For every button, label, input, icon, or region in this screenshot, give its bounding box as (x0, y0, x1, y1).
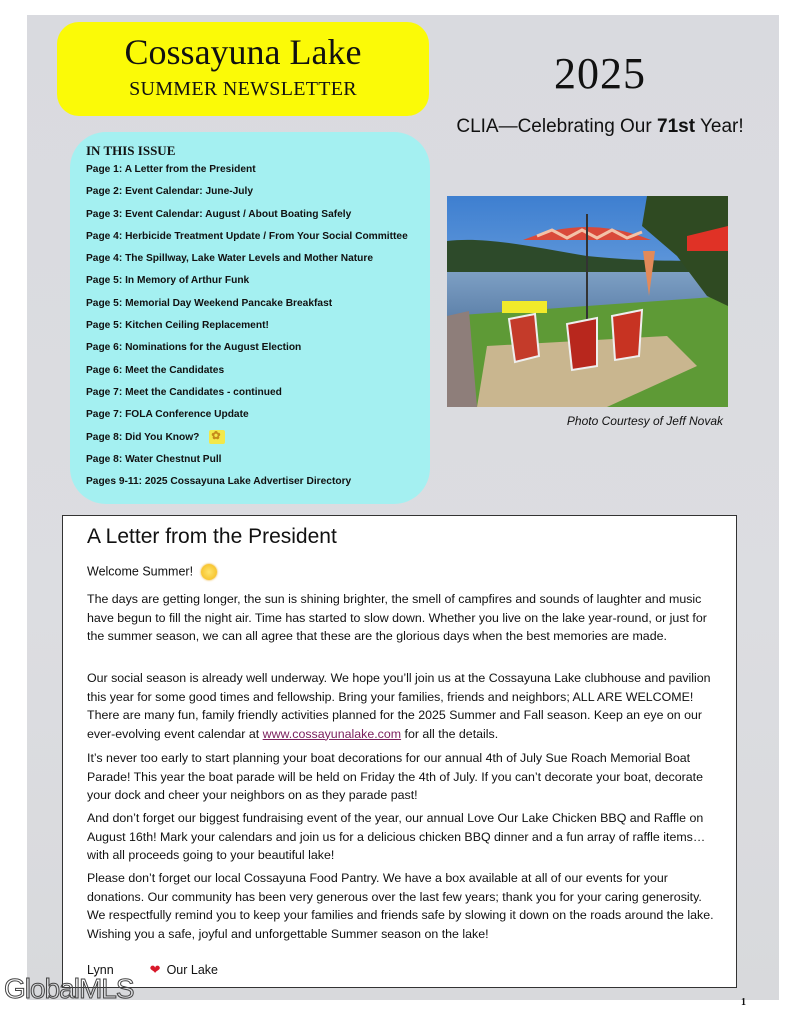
heart-icon: ❤ (149, 962, 161, 977)
sun-icon (201, 564, 217, 580)
toc-item (86, 273, 408, 295)
president-letter (62, 515, 737, 988)
toc-item (86, 184, 408, 206)
toc-item (86, 474, 408, 496)
letter-title: A Letter from the President (87, 525, 337, 548)
newsletter-title-box (57, 22, 429, 116)
letter-greeting (87, 564, 217, 580)
tagline-bold: 71st (657, 116, 696, 137)
toc-item (86, 430, 408, 452)
watermark: GlobalMLS (4, 973, 134, 1004)
lake-photo (447, 196, 728, 407)
toc-item (86, 385, 408, 407)
newsletter-subtitle: SUMMER NEWSLETTER (129, 78, 357, 100)
lake-photo-illustration (447, 196, 728, 407)
toc-item-label: Page 2: Event Calendar: June-July (86, 186, 254, 198)
toc-item-label: Page 7: Meet the Candidates - continued (86, 386, 282, 398)
letter-paragraph (87, 669, 717, 743)
toc-item (86, 207, 408, 229)
toc-item-label: Pages 9-11: 2025 Cossayuna Lake Advertiser Directory (86, 476, 352, 488)
paragraph-text: Our social season is already well underway. We hope you’ll join us at the Cossayuna Lake clubhouse and pavilion this year for some good times and fellowship. Bring your families, friends and neighbors; ALL ARE WELCOME! There are many fun, family friendly activities planned for the 2025 Summer and Fall season. Keep an eye on our ever-evolving event calendar at (87, 671, 711, 741)
toc-item-label: Page 5: In Memory of Arthur Funk (86, 275, 250, 287)
signature-closing: Our Lake (166, 963, 218, 977)
anniversary-tagline (430, 116, 770, 138)
greeting-text: Welcome Summer! (87, 564, 194, 579)
toc-item-label: Page 8: Did You Know? (86, 431, 200, 443)
page-number: 1 (741, 997, 746, 1008)
tagline-prefix: CLIA—Celebrating Our (456, 116, 657, 137)
toc-item-label: Page 7: FOLA Conference Update (86, 409, 249, 421)
toc-item (86, 363, 408, 385)
letter-paragraph: And don’t forget our biggest fundraising event of the year, our annual Love Our Lake Chicken BBQ and Raffle on August 16th! Mark your calendars and join us for a delicious chicken BBQ dinner and a fun array of raffle items…with all proceeds going to your beautiful lake! (87, 811, 706, 862)
letter-paragraph: The days are getting longer, the sun is shining brighter, the smell of campfires and sounds of laughter and music have begun to fill the night air. Time has started to slow down. Whether you live on the lake year-round, or just for the summer season, we can all agree that these are the glorious days when the best memories are made. (87, 592, 707, 643)
toc-item (86, 340, 408, 362)
photo-caption: Photo Courtesy of Jeff Novak (566, 414, 723, 428)
toc-item-label: Page 6: Nominations for the August Election (86, 342, 302, 354)
signature-name: Lynn (87, 963, 114, 977)
year-heading: 2025 (554, 49, 646, 98)
toc-item-label: Page 5: Memorial Day Weekend Pancake Breakfast (86, 297, 333, 309)
toc-item-label: Page 4: Herbicide Treatment Update / From Your Social Committee (86, 230, 408, 242)
toc-item (86, 318, 408, 340)
puzzle-icon (209, 430, 225, 444)
toc-item (86, 452, 408, 474)
tagline-suffix: Year! (695, 116, 744, 137)
toc-item-label: Page 8: Water Chestnut Pull (86, 453, 222, 465)
letter-paragraph: It’s never too early to start planning your boat decorations for our annual 4th of July Sue Roach Memorial Boat Parade! This year the boat parade will be held on Friday the 4th of July. If you can’t decorate your boat, decorate your dock and cheer your neighbors on as they parade past! (87, 751, 703, 802)
paragraph-text: for all the details. (401, 726, 499, 741)
toc-item-label: Page 3: Event Calendar: August / About Boating Safely (86, 208, 352, 220)
toc-item-label: Page 1: A Letter from the President (86, 164, 256, 175)
toc-item-label: Page 5: Kitchen Ceiling Replacement! (86, 320, 269, 332)
toc-item-label: Page 4: The Spillway, Lake Water Levels and Mother Nature (86, 253, 374, 265)
toc-item-label: Page 6: Meet the Candidates (86, 364, 225, 376)
website-link[interactable]: www.cossayunalake.com (262, 726, 402, 741)
in-this-issue-box (70, 132, 430, 504)
letter-paragraph: Please don’t forget our local Cossayuna Food Pantry. We have a box available at all of our events for your donations. Our community has been very generous over the last few years; thank you for your caring generosity. We respectfully remind you to keep your families and friends safe by slowing it down on the roads around the lake. Wishing you a safe, joyful and unforgettable Summer season on the lake! (87, 871, 714, 941)
in-this-issue-heading: IN THIS ISSUE (86, 143, 176, 158)
table-of-contents (86, 162, 408, 496)
toc-item (86, 251, 408, 273)
toc-item (86, 229, 408, 251)
toc-item (86, 162, 408, 184)
newsletter-title: Cossayuna Lake (124, 32, 362, 72)
toc-item (86, 296, 408, 318)
toc-item (86, 407, 408, 429)
